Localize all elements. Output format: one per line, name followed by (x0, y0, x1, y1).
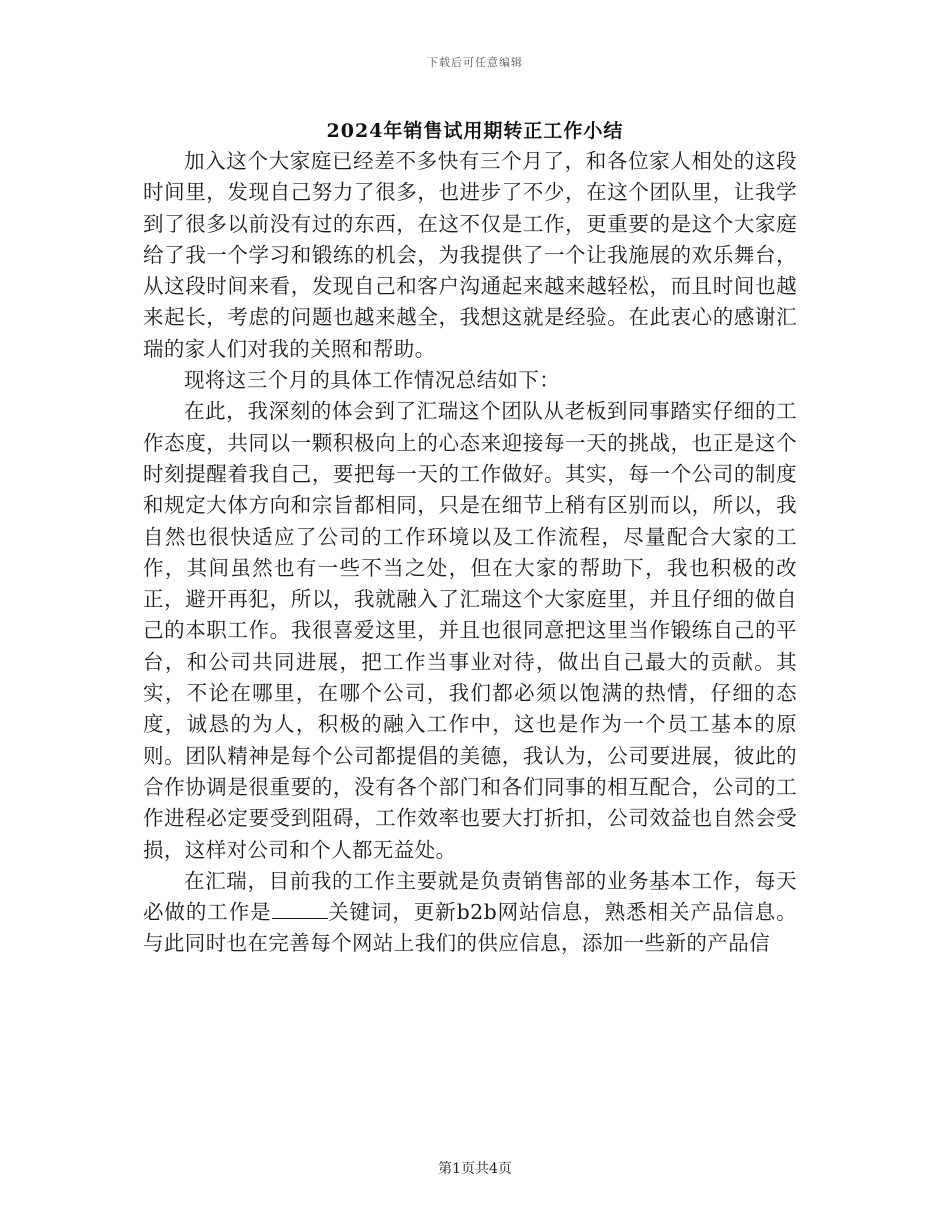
paragraph-daily-work-after: 关键词，更新b2b网站信息，熟悉相关产品信息。与此同时也在完善每个网站上我们的供应信息，添加一些新的产品信 (143, 900, 797, 956)
paragraph-daily-work (143, 866, 797, 960)
paragraph-intro: 加入这个大家庭已经差不多快有三个月了，和各位家人相处的这段时间里，发现自己努力了很多，也进步了不少，在这个团队里，让我学到了很多以前没有过的东西，在这不仅是工作，更重要的是这个大家庭给了我一个学习和锻练的机会，为我提供了一个让我施展的欢乐舞台，从这段时间来看，发现自己和客户沟通起来越来越轻松，而且时间也越来起长，考虑的问题也越来越全，我想这就是经验。在此衷心的感谢汇瑞的家人们对我的关照和帮助。 (143, 149, 797, 361)
document-body (143, 146, 797, 960)
header-note: 下载后可任意编辑 (427, 56, 523, 69)
document-title: 2024年销售试用期转正工作小结 (326, 120, 624, 142)
paragraph-team-spirit: 在此，我深刻的体会到了汇瑞这个团队从老板到同事踏实仔细的工作态度，共同以一颗积极向上的心态来迎接每一天的挑战，也正是这个时刻提醒着我自己，要把每一天的工作做好。其实，每一个公司的制度和规定大体方向和宗旨都相同，只是在细节上稍有区别而以，所以，我自然也很快适应了公司的工作环境以及工作流程，尽量配合大家的工作，其间虽然也有一些不当之处，但在大家的帮助下，我也积极的改正，避开再犯，所以，我就融入了汇瑞这个大家庭里，并且仔细的做自己的本职工作。我很喜爱这里，并且也很同意把这里当作锻练自己的平台，和公司共同进展，把工作当事业对待，做出自己最大的贡献。其实，不论在哪里，在哪个公司，我们都必须以饱满的热情，仔细的态度，诚恳的为人，积极的融入工作中，这也是作为一个员工基本的原则。团队精神是每个公司都提倡的美德，我认为，公司要进展，彼此的合作协调是很重要的，没有各个部门和各们同事的相互配合，公司的工作进程必定要受到阻碍，工作效率也要大打折扣，公司效益也自然会受损，这样对公司和个人都无益处。 (143, 399, 797, 862)
page-number: 第1页共4页 (438, 1161, 512, 1177)
paragraph-daily-work-before: 在汇瑞，目前我的工作主要就是负责销售部的业务基本工作，每天必做的工作是 (143, 868, 797, 925)
paragraph-summary-lead: 现将这三个月的具体工作情况总结如下： (184, 368, 561, 393)
blank-fill-line (272, 900, 328, 919)
